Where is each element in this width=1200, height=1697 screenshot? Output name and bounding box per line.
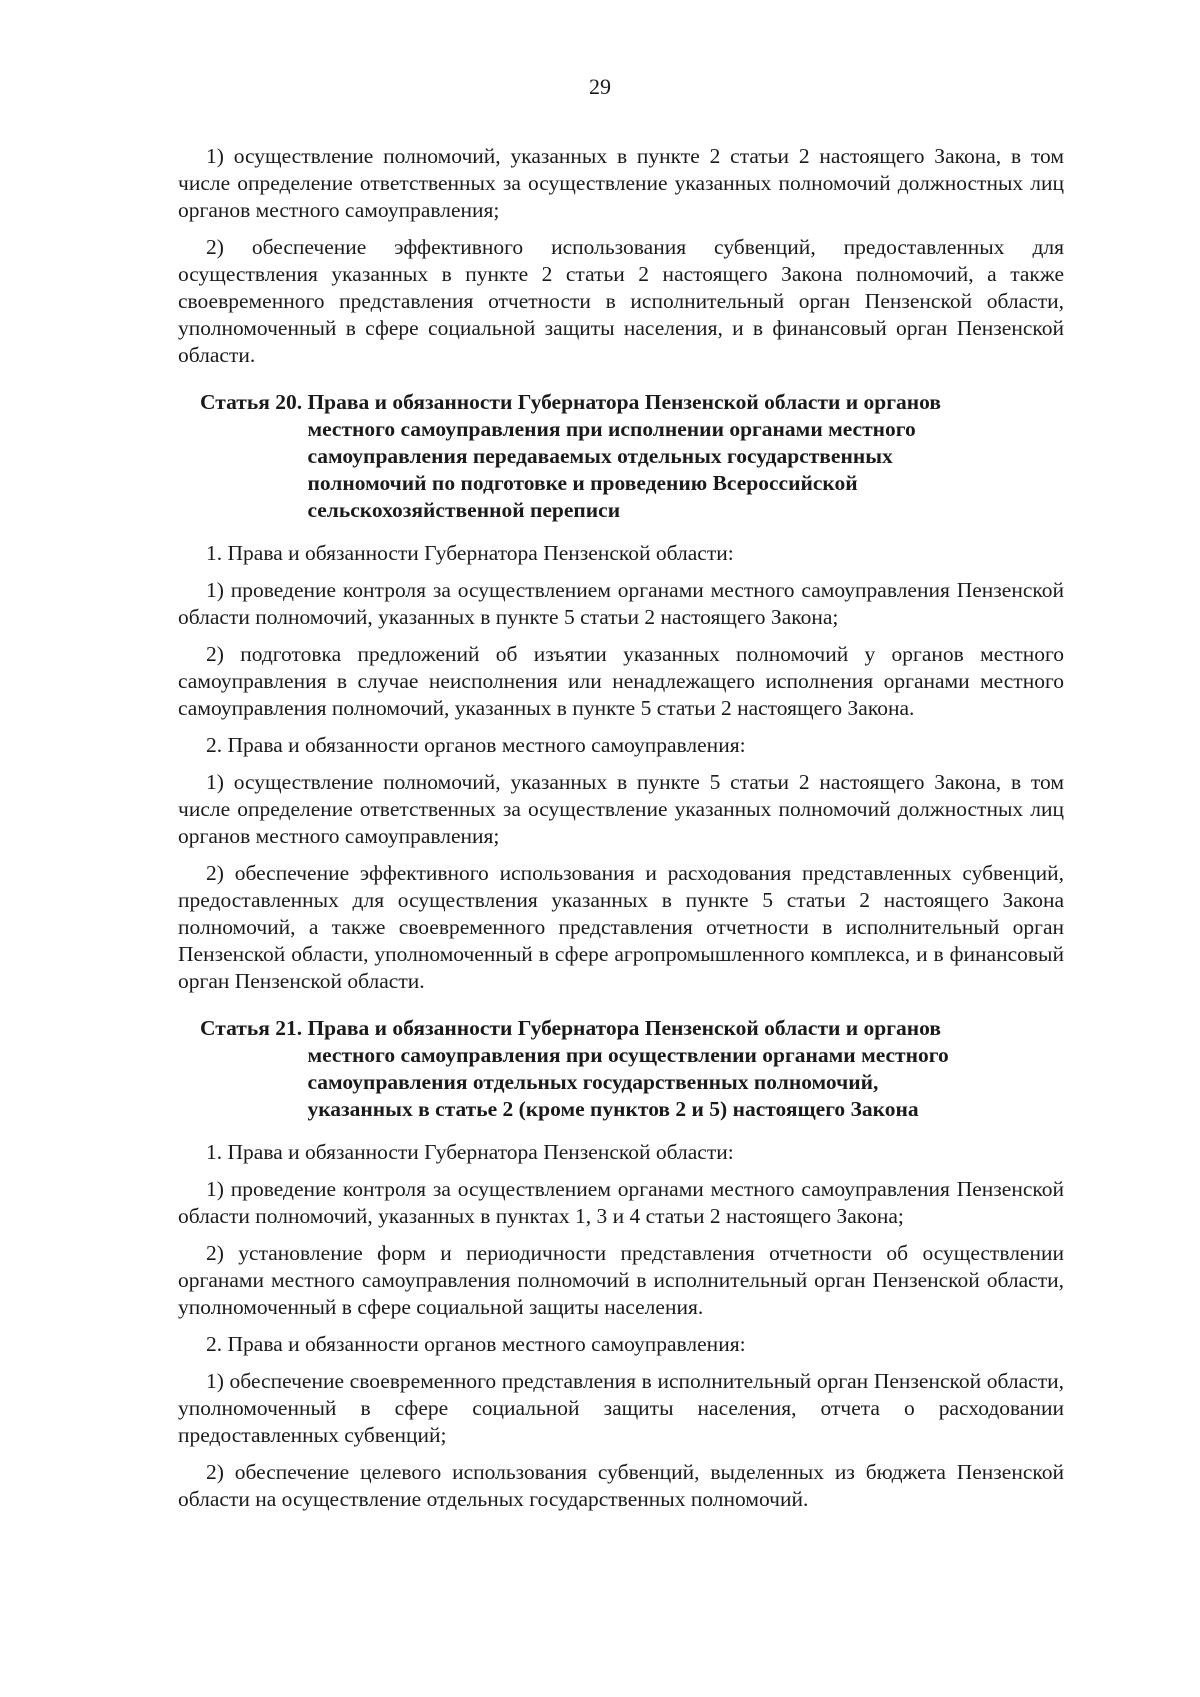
- article-title-line: указанных в статье 2 (кроме пунктов 2 и 5) настоящего Закона: [307, 1097, 919, 1121]
- article-title-line: полномочий по подготовке и проведению Всероссийской: [307, 471, 858, 495]
- paragraph: 2) установление форм и периодичности представления отчетности об осуществлении органами местного самоуправления полномочий в исполнительный орган Пензенской области, уполномоченный в сфере социальной защиты населения.: [178, 1241, 1064, 1319]
- document-body: [178, 143, 1064, 1523]
- article-title-line: Права и обязанности Губернатора Пензенской области и органов: [307, 1016, 941, 1040]
- paragraph: 2) обеспечение эффективного использования и расходования представленных субвенций, предоставленных для осуществления указанных в пункте 5 статьи 2 настоящего Закона полномочий, а также своевременного представления отчетности в исполнительный орган Пензенской области, уполномоченный в сфере агропромышленного комплекса, и в финансовый орган Пензенской области.: [178, 861, 1064, 993]
- article-title: [307, 1015, 1064, 1123]
- clause-heading: 1. Права и обязанности Губернатора Пензенской области:: [206, 541, 734, 565]
- paragraph: 1) осуществление полномочий, указанных в пункте 2 статьи 2 настоящего Закона, в том числе определение ответственных за осуществление указанных полномочий должностных лиц органов местного самоуправления;: [178, 144, 1064, 222]
- page-number: 29: [589, 74, 611, 99]
- article-21-heading: [178, 1015, 1064, 1123]
- article-title-line: Права и обязанности Губернатора Пензенской области и органов: [307, 390, 941, 414]
- paragraph: 1) проведение контроля за осуществлением органами местного самоуправления Пензенской области полномочий, указанных в пункте 5 статьи 2 настоящего Закона;: [178, 578, 1064, 629]
- article-title-line: местного самоуправления при исполнении органами местного: [307, 417, 916, 441]
- paragraph: 2) обеспечение эффективного использования субвенций, предоставленных для осуществления указанных в пункте 2 статьи 2 настоящего Закона полномочий, а также своевременного представления отчетности в исполнительный орган Пензенской области, уполномоченный в сфере социальной защиты населения, и в финансовый орган Пензенской области.: [178, 235, 1064, 367]
- paragraph: 2) подготовка предложений об изъятии указанных полномочий у органов местного самоуправления в случае неисполнения или ненадлежащего исполнения органами местного самоуправления полномочий, указанных в пункте 5 статьи 2 настоящего Закона.: [178, 642, 1064, 720]
- paragraph: 2) обеспечение целевого использования субвенций, выделенных из бюджета Пензенской области на осуществление отдельных государственных полномочий.: [178, 1460, 1064, 1511]
- article-label: Статья 21.: [200, 1016, 308, 1040]
- clause-heading: 2. Права и обязанности органов местного самоуправления:: [206, 733, 746, 757]
- article-title-line: самоуправления передаваемых отдельных государственных: [307, 444, 893, 468]
- article-title-line: местного самоуправления при осуществлении органами местного: [307, 1043, 949, 1067]
- article-title: [307, 389, 1064, 524]
- paragraph: 1) проведение контроля за осуществлением органами местного самоуправления Пензенской области полномочий, указанных в пунктах 1, 3 и 4 статьи 2 настоящего Закона;: [178, 1177, 1064, 1228]
- paragraph: 1) осуществление полномочий, указанных в пункте 5 статьи 2 настоящего Закона, в том числе определение ответственных за осуществление указанных полномочий должностных лиц органов местного самоуправления;: [178, 770, 1064, 848]
- article-20-heading: [178, 389, 1064, 524]
- article-label: Статья 20.: [200, 390, 308, 414]
- article-title-line: самоуправления отдельных государственных полномочий,: [307, 1070, 879, 1094]
- clause-heading: 1. Права и обязанности Губернатора Пензенской области:: [206, 1140, 734, 1164]
- paragraph: 1) обеспечение своевременного представления в исполнительный орган Пензенской области, уполномоченный в сфере социальной защиты населения, отчета о расходовании предоставленных субвенций;: [178, 1369, 1064, 1447]
- article-title-line: сельскохозяйственной переписи: [307, 498, 621, 522]
- clause-heading: 2. Права и обязанности органов местного самоуправления:: [206, 1332, 746, 1356]
